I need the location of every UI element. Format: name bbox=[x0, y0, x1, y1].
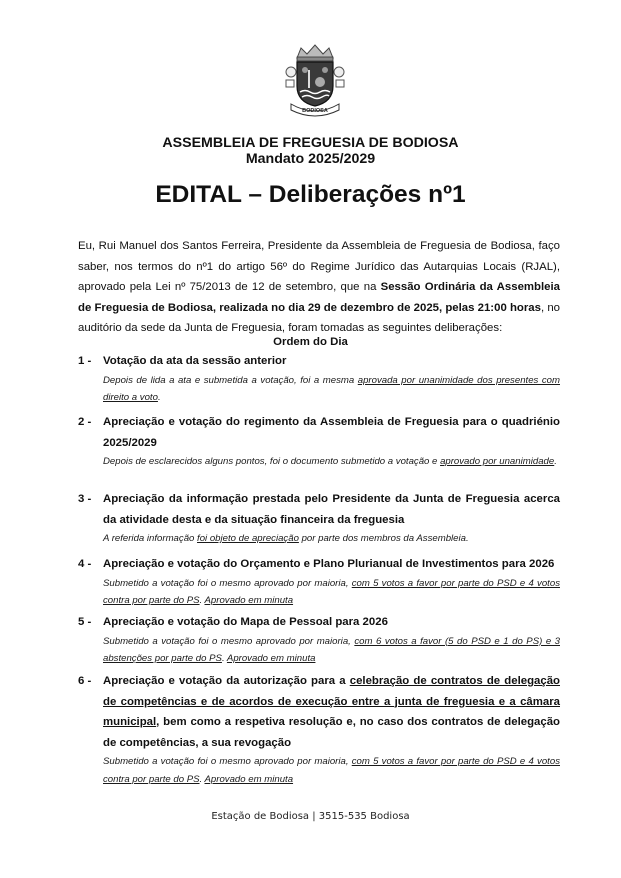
heading-end: , bem como a respetiva resolução e, no caso dos contratos de delegação de competências, a sua revogação bbox=[103, 716, 560, 749]
intro-paragraph bbox=[78, 236, 560, 339]
mandate-period: Mandato 2025/2029 bbox=[245, 151, 376, 167]
item-number: 6 - bbox=[78, 675, 92, 687]
agenda-item bbox=[78, 671, 560, 788]
desc-text: Submetido a votação foi o mesmo aprovado por maioria, bbox=[103, 756, 352, 767]
desc-mid: . bbox=[199, 773, 205, 785]
desc-underlined: aprovada por unanimidade dos presentes com direito a voto bbox=[103, 374, 560, 403]
item-description bbox=[103, 530, 560, 548]
item-number: 2 - bbox=[78, 416, 92, 428]
agenda-item bbox=[78, 351, 560, 407]
desc-text: Submetido a votação foi o mesmo aprovado por maioria, bbox=[103, 577, 352, 589]
organization-name: ASSEMBLEIA DE FREGUESIA DE BODIOSA bbox=[162, 135, 459, 151]
desc-end: . bbox=[554, 456, 557, 467]
desc-end: por parte dos membros da Assembleia. bbox=[298, 533, 469, 544]
desc-text: A referida informação bbox=[103, 533, 198, 544]
item-heading: Apreciação da informação prestada pelo Presidente da Junta de Freguesia acerca da atividade desta e da situação financeira da freguesia bbox=[103, 493, 560, 526]
approved-in-minutes: Aprovado em minuta bbox=[204, 595, 294, 606]
item-number: 3 - bbox=[78, 493, 92, 505]
item-heading: Apreciação e votação do Orçamento e Plano Plurianual de Investimentos para 2026 bbox=[103, 558, 555, 570]
desc-underlined: foi objeto de apreciação bbox=[197, 533, 299, 544]
item-number: 1 - bbox=[78, 355, 92, 367]
item-heading: Votação da ata da sessão anterior bbox=[103, 355, 287, 367]
item-number: 4 - bbox=[78, 558, 92, 570]
intro-text-2: , no auditório da sede da Junta de Freguesia, foram tomadas as seguintes deliberações: bbox=[78, 301, 560, 335]
document-title: EDITAL – Deliberações nº1 bbox=[155, 181, 466, 208]
approved-in-minutes: Aprovado em minuta bbox=[226, 653, 316, 664]
approved-in-minutes: Aprovado em minuta bbox=[204, 773, 294, 785]
agenda-item bbox=[78, 554, 560, 610]
item-heading: Apreciação e votação do Mapa de Pessoal para 2026 bbox=[103, 616, 388, 628]
agenda-item bbox=[78, 489, 560, 548]
desc-mid: . bbox=[221, 653, 227, 664]
desc-text: Submetido a votação foi o mesmo aprovado por maioria, bbox=[103, 635, 355, 647]
item-number: 5 - bbox=[78, 616, 92, 628]
item-heading bbox=[103, 671, 560, 753]
crest-banner-text: BODIOSA bbox=[302, 108, 328, 114]
item-heading: Apreciação e votação do regimento da Assembleia de Freguesia para o quadriénio 2025/2029 bbox=[103, 416, 560, 449]
coat-of-arms-icon bbox=[283, 40, 347, 118]
footer-address: Estação de Bodiosa | 3515-535 Bodiosa bbox=[211, 811, 410, 822]
agenda-item bbox=[78, 412, 560, 471]
desc-text: Depois de esclarecidos alguns pontos, foi o documento submetido a votação e bbox=[103, 456, 441, 467]
desc-underlined: com 6 votos a favor (5 do PSD e 1 do PS) e 3 abstenções por parte do PS bbox=[103, 635, 560, 664]
intro-session-bold: Sessão Ordinária da Assembleia de Freguesia de Bodiosa, realizada no dia 29 de dezembro de 2025, pelas 21:00 horas bbox=[78, 281, 560, 314]
item-description bbox=[103, 453, 560, 471]
intro-text-1: Eu, Rui Manuel dos Santos Ferreira, Presidente da Assembleia de Freguesia de Bodiosa, faço saber, nos termos do nº1 do artigo 56º do Regime Jurídico das Autarquias Locais (RJAL), aprovado pela Lei nº 75/2013 de 12 de setembro, que na bbox=[78, 240, 560, 294]
agenda-title: Ordem do Dia bbox=[273, 336, 348, 348]
item-description bbox=[103, 372, 560, 407]
desc-mid: . bbox=[199, 595, 205, 606]
desc-text: Depois de lida a ata e submetida a votação, foi a mesma bbox=[103, 374, 358, 386]
desc-underlined: com 5 votos a favor por parte do PSD e 4 votos contra por parte do PS bbox=[103, 756, 560, 785]
agenda-item bbox=[78, 612, 560, 668]
desc-underlined: aprovado por unanimidade bbox=[440, 456, 555, 467]
heading-text: Apreciação e votação da autorização para a bbox=[103, 675, 350, 687]
heading-underlined: celebração de contratos de delegação de competências e de acordos de execução entre a junta de freguesia e a câmara municipal bbox=[103, 675, 560, 728]
desc-end: . bbox=[157, 392, 161, 403]
desc-underlined: com 5 votos a favor por parte do PSD e 4 votos contra por parte do PS bbox=[103, 577, 560, 606]
item-description bbox=[103, 753, 560, 788]
item-description bbox=[103, 575, 560, 610]
item-description bbox=[103, 633, 560, 668]
